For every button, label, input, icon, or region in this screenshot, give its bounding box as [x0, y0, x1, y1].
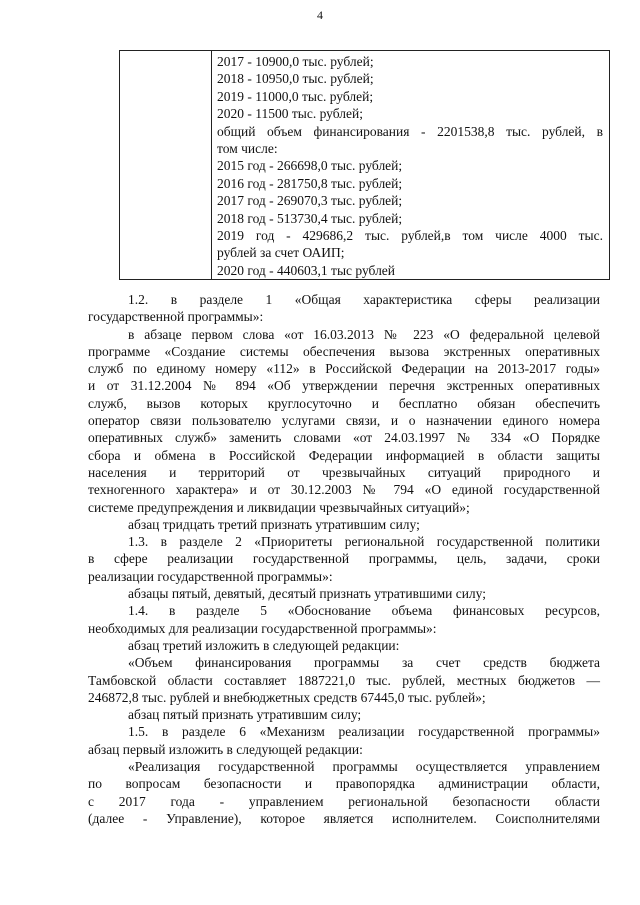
- text-line: 1.2. в разделе 1 «Общая характеристика сферы реализации: [128, 292, 600, 307]
- text-line: и от 31.12.2004 № 894 «Об утверждении перечня экстренных оперативных: [88, 378, 600, 394]
- text-line: Тамбовской области составляет 1887221,0 тыс. рублей, местных бюджетов —: [88, 672, 600, 688]
- page-number: 4: [317, 8, 323, 22]
- table-right-column: [217, 53, 603, 279]
- text-line: служб, вызов которых круглосуточно и бесплатно обязан обеспечить: [88, 395, 600, 411]
- text-line: реализации государственной программы»:: [88, 568, 333, 584]
- text-line: служб по единому номеру «112» в Российской Федерации на 2013-2017 годы»: [88, 361, 600, 377]
- text-line: в сфере реализации государственной программы, цель, задачи, сроки: [88, 551, 600, 567]
- table-line: 2015 год - 266698,0 тыс. рублей;: [217, 158, 403, 174]
- text-line: системе предупреждения и ликвидации чрезвычайных ситуаций»;: [88, 499, 470, 515]
- text-line: техногенного характера» и от 30.12.2003 № 794 «О единой государственной: [88, 482, 600, 498]
- text-line: сбора и обмена в Российской Федерации информацией в области защиты: [88, 447, 600, 463]
- text-line: абзац первый изложить в следующей редакции:: [88, 741, 363, 757]
- table-line: 2016 год - 281750,8 тыс. рублей;: [217, 175, 403, 191]
- text-line: «Реализация государственной программы осуществляется управлением: [128, 759, 600, 775]
- table-line: 2017 - 10900,0 тыс. рублей;: [217, 54, 374, 69]
- table-line: 2018 год - 513730,4 тыс. рублей;: [217, 210, 403, 226]
- text-line: 1.5. в разделе 6 «Механизм реализации государственной программы»: [128, 724, 600, 740]
- text-line: с 2017 года - управлением региональной безопасности области: [88, 793, 600, 809]
- text-line: абзац пятый признать утратившим силу;: [128, 707, 362, 723]
- text-line: в абзаце первом слова «от 16.03.2013 № 223 «О федеральной целевой: [128, 326, 600, 342]
- text-line: абзацы пятый, девятый, десятый признать утратившими силу;: [128, 586, 486, 602]
- text-line: оператор связи пользователю услугами связи, и о назначении единого номера: [88, 413, 600, 429]
- table-line: 2017 год - 269070,3 тыс. рублей;: [217, 193, 403, 209]
- text-line: оперативных служб» заменить словами «от 24.03.1997 № 334 «О Порядке: [88, 430, 600, 446]
- table-left-column: [120, 51, 212, 279]
- text-line: 1.4. в разделе 5 «Обоснование объема финансовых ресурсов,: [128, 603, 600, 619]
- text-line: 1.3. в разделе 2 «Приоритеты региональной государственной политики: [128, 534, 600, 550]
- table-line: общий объем финансирования - 2201538,8 тыс. рублей, в: [217, 123, 603, 139]
- text-line: «Объем финансирования программы за счет средств бюджета: [128, 655, 600, 671]
- text-line: 246872,8 тыс. рублей и внебюджетных средств 67445,0 тыс. рублей»;: [88, 689, 486, 705]
- table-line: 2019 год - 429686,2 тыс. рублей,в том числе 4000 тыс.: [217, 227, 603, 243]
- document-body: [88, 291, 600, 827]
- text-line: населения и территорий от чрезвычайных ситуаций природного и: [88, 464, 600, 480]
- financing-table: [119, 50, 610, 280]
- text-line: программе «Создание системы обеспечения вызова экстренных оперативных: [88, 343, 600, 359]
- text-line: абзац тридцать третий признать утратившим силу;: [128, 516, 420, 532]
- table-line: 2020 - 11500 тыс. рублей;: [217, 106, 363, 122]
- table-line: 2020 год - 440603,1 тыс рублей: [217, 262, 396, 278]
- text-line: государственной программы»:: [88, 309, 264, 325]
- table-line: рублей за счет ОАИП;: [217, 245, 345, 261]
- text-line: необходимых для реализации государственной программы»:: [88, 620, 437, 636]
- text-line: абзац третий изложить в следующей редакции:: [128, 637, 400, 653]
- text-line: (далее - Управление), которое является исполнителем. Соисполнителями: [88, 810, 600, 826]
- text-line: по вопросам безопасности и правопорядка администрации области,: [88, 776, 600, 792]
- table-line: том числе:: [217, 140, 278, 156]
- table-line: 2018 - 10950,0 тыс. рублей;: [217, 71, 374, 87]
- table-line: 2019 - 11000,0 тыс. рублей;: [217, 88, 374, 104]
